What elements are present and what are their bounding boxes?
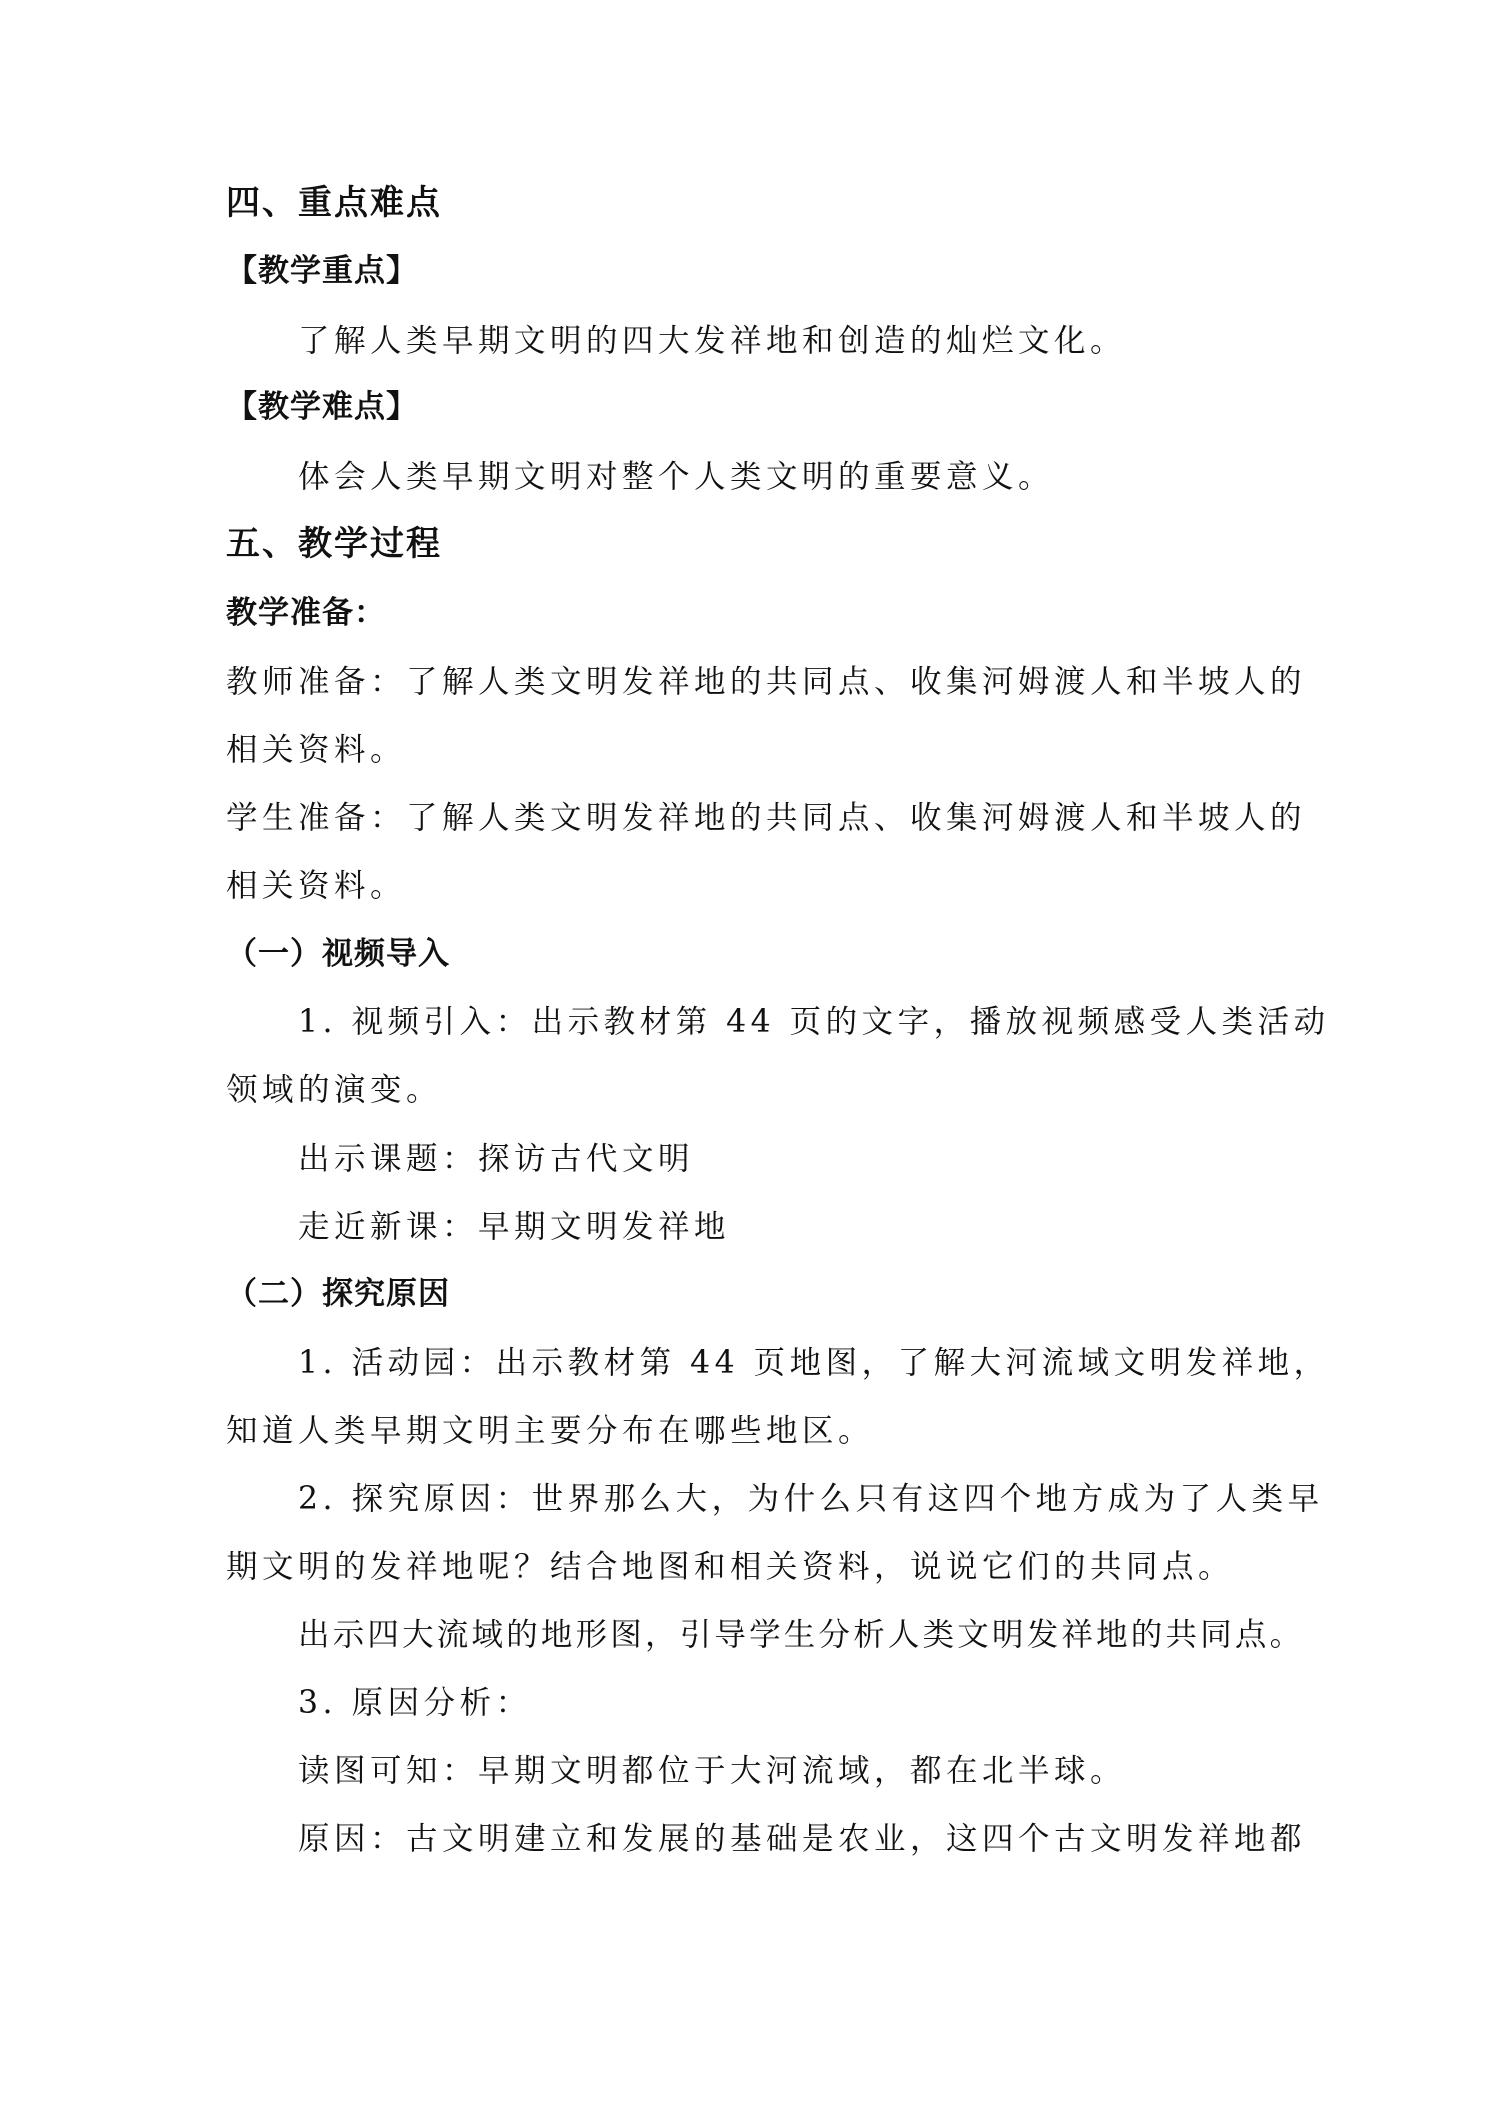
paragraph: 相关资料。: [226, 732, 407, 768]
paragraph: 领域的演变。: [226, 1072, 443, 1108]
paragraph: 学生准备：了解人类文明发祥地的共同点、收集河姆渡人和半坡人的: [226, 800, 1307, 836]
paragraph: 了解人类早期文明的四大发祥地和创造的灿烂文化。: [298, 323, 1127, 359]
paragraph: 原因：古文明建立和发展的基础是农业，这四个古文明发祥地都: [298, 1821, 1307, 1857]
paragraph: 3. 原因分析：: [298, 1685, 532, 1721]
paragraph: 教师准备：了解人类文明发祥地的共同点、收集河姆渡人和半坡人的: [226, 664, 1307, 700]
paragraph: 相关资料。: [226, 868, 407, 904]
paragraph: 出示课题：探访古代文明: [298, 1141, 695, 1177]
paragraph: 1. 活动园：出示教材第 44 页地图，了解大河流域文明发祥地，: [298, 1345, 1330, 1381]
paragraph: 读图可知：早期文明都位于大河流域，都在北半球。: [298, 1753, 1127, 1789]
paragraph: 期文明的发祥地呢？结合地图和相关资料，说说它们的共同点。: [226, 1549, 1235, 1585]
subheading-teaching-focus: 【教学重点】: [226, 253, 418, 289]
paragraph: 知道人类早期文明主要分布在哪些地区。: [226, 1413, 875, 1449]
subheading-explore-reasons: （二）探究原因: [226, 1276, 450, 1312]
section-heading-key-points: 四、重点难点: [226, 183, 442, 223]
paragraph: 2. 探究原因：世界那么大，为什么只有这四个地方成为了人类早: [298, 1481, 1324, 1517]
subheading-teaching-difficulty: 【教学难点】: [226, 389, 418, 425]
paragraph: 出示四大流域的地形图，引导学生分析人类文明发祥地的共同点。: [298, 1617, 1305, 1653]
section-heading-teaching-process: 五、教学过程: [226, 524, 442, 564]
paragraph: 体会人类早期文明对整个人类文明的重要意义。: [298, 459, 1055, 495]
paragraph: 走近新课：早期文明发祥地: [298, 1209, 731, 1245]
subheading-teaching-prep: 教学准备：: [226, 595, 386, 631]
paragraph: 1. 视频引入：出示教材第 44 页的文字，播放视频感受人类活动: [298, 1004, 1330, 1040]
subheading-video-intro: （一）视频导入: [226, 936, 450, 972]
